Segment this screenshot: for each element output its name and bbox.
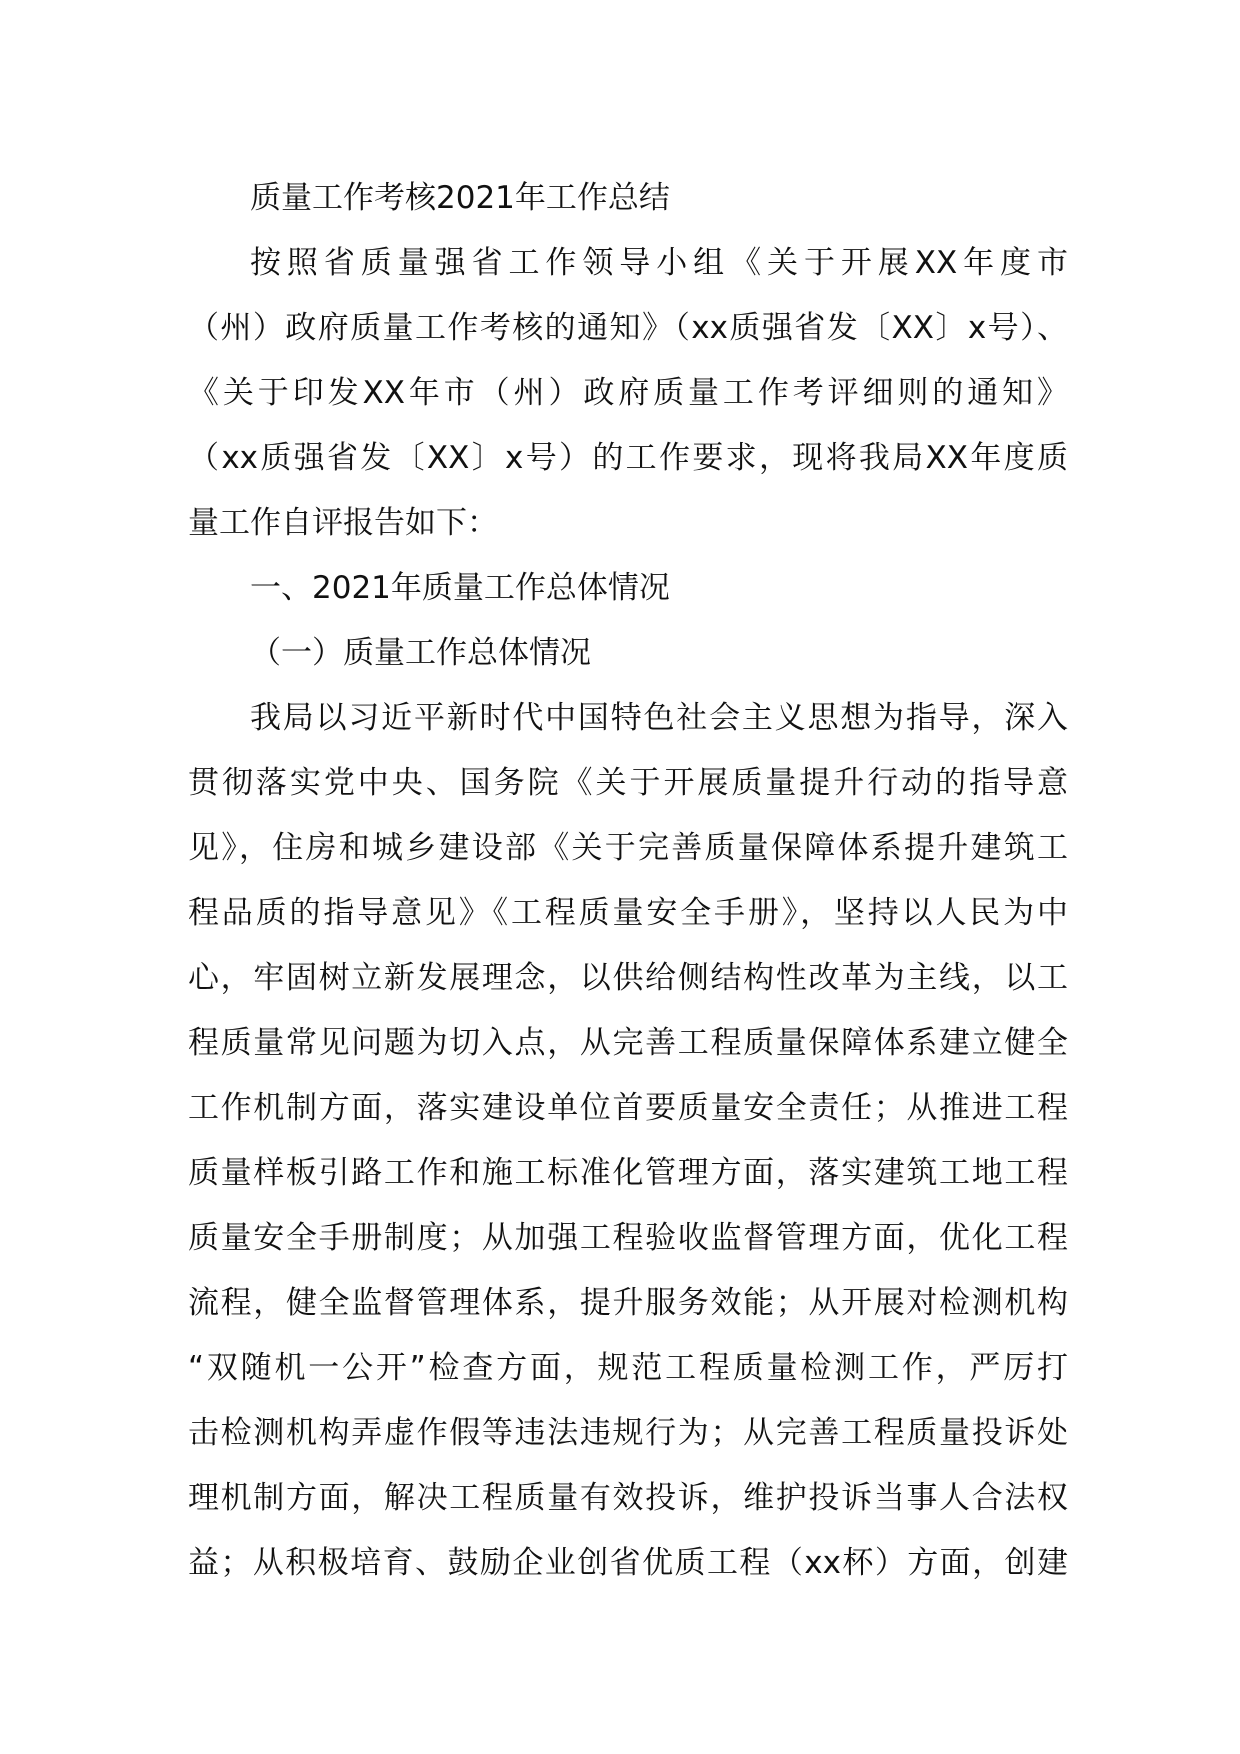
paragraph-line: 见》，住房和城乡建设部《关于完善质量保障体系提升建筑工: [188, 830, 1068, 866]
paragraph-line: 益；从积极培育、鼓励企业创省优质工程（xx杯）方面，创建: [188, 1545, 1068, 1581]
paragraph-line: 理机制方面，解决工程质量有效投诉，维护投诉当事人合法权: [188, 1480, 1068, 1516]
paragraph-line: 程品质的指导意见》《工程质量安全手册》，坚持以人民为中: [188, 895, 1068, 931]
paragraph-line: “双随机一公开”检查方面，规范工程质量检测工作，严厉打: [188, 1350, 1068, 1386]
paragraph-line: 心，牢固树立新发展理念，以供给侧结构性改革为主线，以工: [188, 960, 1068, 996]
paragraph-line: 按照省质量强省工作领导小组《关于开展XX年度市: [250, 245, 1068, 281]
paragraph-line: 流程，健全监督管理体系，提升服务效能；从开展对检测机构: [188, 1285, 1068, 1321]
paragraph-line: 《关于印发XX年市（州）政府质量工作考评细则的通知》: [188, 375, 1068, 411]
paragraph-line: 工作机制方面，落实建设单位首要质量安全责任；从推进工程: [188, 1090, 1068, 1126]
paragraph-line: 质量安全手册制度；从加强工程验收监督管理方面，优化工程: [188, 1220, 1068, 1256]
paragraph-line: 程质量常见问题为切入点，从完善工程质量保障体系建立健全: [188, 1025, 1068, 1061]
document-body: [188, 166, 1068, 1596]
paragraph-line: （xx质强省发〔XX〕x号）的工作要求，现将我局XX年度质: [188, 440, 1068, 476]
paragraph-line: （州）政府质量工作考核的通知》（xx质强省发〔XX〕x号）、: [188, 310, 1068, 346]
document-title: 质量工作考核2021年工作总结: [250, 180, 670, 216]
paragraph-line: 质量样板引路工作和施工标准化管理方面，落实建筑工地工程: [188, 1155, 1068, 1191]
subsection-heading: （一）质量工作总体情况: [250, 635, 591, 671]
section-heading: 一、2021年质量工作总体情况: [250, 570, 670, 606]
paragraph-line: 贯彻落实党中央、国务院《关于开展质量提升行动的指导意: [188, 765, 1068, 801]
paragraph-line: 击检测机构弄虚作假等违法违规行为；从完善工程质量投诉处: [188, 1415, 1068, 1451]
paragraph-line: 我局以习近平新时代中国特色社会主义思想为指导，深入: [250, 700, 1068, 736]
paragraph-line: 量工作自评报告如下：: [188, 505, 498, 541]
